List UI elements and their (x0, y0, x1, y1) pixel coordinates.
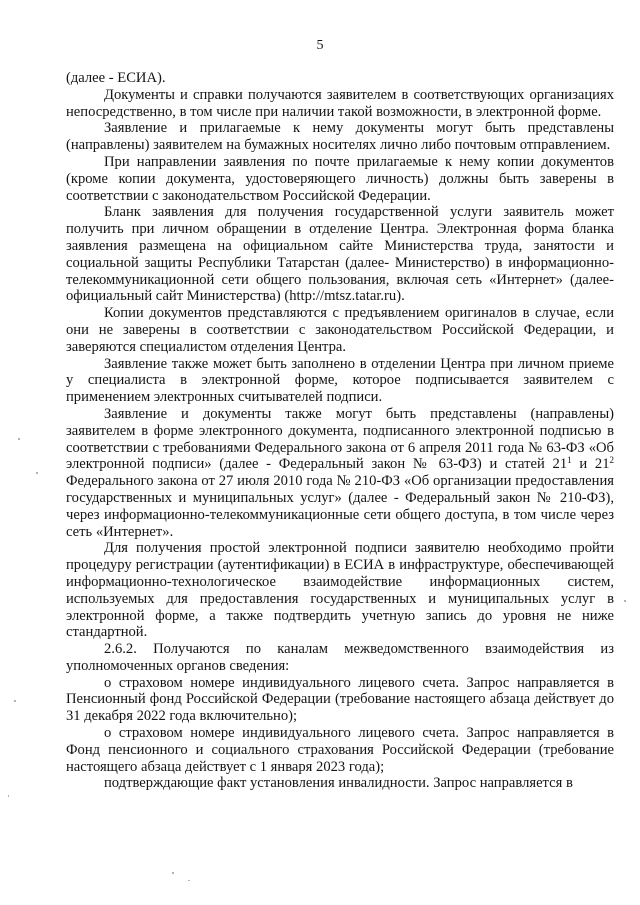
page-number: 5 (316, 38, 324, 53)
paragraph-esia-continuation: (далее - ЕСИА). (66, 70, 166, 86)
esign-text-part2: и 21 (571, 456, 610, 473)
paragraph-simple-signature: Для получения простой электронной подписи заявителю необходимо пройти процедуру регистрации (аутентификации) в ЕСИА в инфраструктуре, обеспечивающей информационно-технологическое взаимодействие информационных систем, используемых для предоставления государственных и муниципальных услуг в электронной форме, а также подтвердить учетную запись до уровня не ниже стандартной. (66, 540, 614, 641)
paragraph-document-copies: Копии документов представляются с предъявлением оригиналов в случае, если они не заверены в соответствии с законодательством Российской Федерации, и заверяются специалистом отделения Центра. (66, 305, 614, 355)
paragraph-application-form: Бланк заявления для получения государственной услуги заявитель может получить при личном обращении в отделение Центра. Электронная форма бланка заявления размещена на официальном сайте Министерства труда, занятости и социальной защиты Республики Татарстан (далее- Министерство) в информационно-телекоммуникационной сети общего пользования, включая сеть «Интернет» (далее-официальный сайт Министерства) (http://mtsz.tatar.ru). (66, 204, 614, 305)
paragraph-mail-copies: При направлении заявления по почте прилагаемые к нему копии документов (кроме копии документа, удостоверяющего личность) должны быть заверены в соответствии с законодательством Российской Федерации. (66, 153, 614, 204)
document-body (66, 70, 614, 792)
paragraph-electronic-signature (66, 406, 614, 540)
esign-text-part1: Заявление и документы также могут быть представлены (направлены) заявителем в форме электронного документа, подписанного электронной подписью в соответствии с требованиями Федерального закона от 6 апреля 2011 года № 63-ФЗ «Об электронной подписи» (далее - Федеральный закон № 63-ФЗ) и статей 21 (66, 405, 614, 473)
paragraph-filled-at-center: Заявление также может быть заполнено в отделении Центра при личном приеме у специалиста в электронной форме, которое подписывается заявителем с применением электронных считывателей подписи. (66, 355, 614, 406)
paragraph-snils-pfr: о страховом номере индивидуального лицевого счета. Запрос направляется в Пенсионный фонд Российской Федерации (требование настоящего абзаца действует до 31 декабря 2022 года включительно); (66, 674, 614, 725)
paragraph-disability: подтверждающие факт установления инвалидности. Запрос направляется в (104, 775, 573, 792)
paragraph-documents-obtained: Документы и справки получаются заявителем в соответствующих организациях непосредственно, в том числе при наличии такой возможности, в электронной форме. (66, 86, 614, 120)
paragraph-snils-sfr: о страховом номере индивидуального лицевого счета. Запрос направляется в Фонд пенсионного и социального страхования Российской Федерации (требование настоящего абзаца действует с 1 января 2023 года); (66, 725, 614, 775)
esign-text-part3: Федерального закона от 27 июля 2010 года № 210-ФЗ «Об организации предоставления государственных и муниципальных услуг» (далее - Федеральный закон № 210-ФЗ), через информационно-телекоммуникационные сети общего доступа, в том числе через сеть «Интернет». (66, 473, 614, 540)
paragraph-submission-paper: Заявление и прилагаемые к нему документы могут быть представлены (направлены) заявителем на бумажных носителях лично либо почтовым отправлением. (66, 120, 614, 154)
paragraph-section-2-6-2: 2.6.2. Получаются по каналам межведомственного взаимодействия из уполномоченных органов сведения: (66, 641, 614, 674)
esign-superscript-1: 1 (567, 455, 572, 466)
esign-superscript-2: 2 (609, 455, 614, 466)
